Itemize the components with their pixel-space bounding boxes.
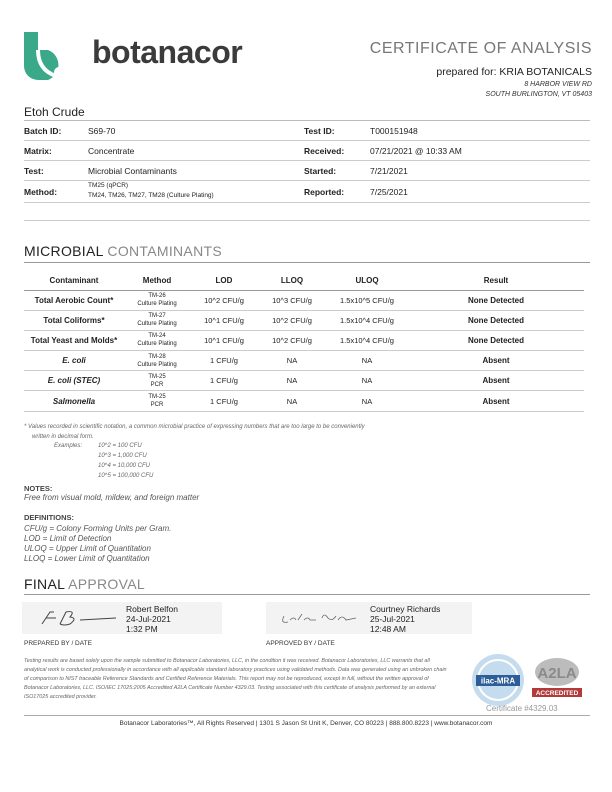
lod-cell: 10^1 CFU/g	[190, 330, 258, 350]
started-label: Started:	[304, 166, 337, 176]
table-row	[24, 351, 584, 371]
approver-name: Courtney Richards	[370, 604, 441, 614]
lod-cell: 1 CFU/g	[190, 391, 258, 411]
document-title: CERTIFICATE OF ANALYSIS	[369, 40, 592, 57]
divider	[24, 594, 590, 595]
preparer-date: 24-Jul-2021	[126, 614, 171, 624]
lloq-cell: 10^2 CFU/g	[258, 310, 326, 330]
certificate-number: Certificate #4329.03	[486, 704, 558, 713]
preparer-signature-image	[36, 606, 126, 630]
section-title-light: APPROVAL	[68, 576, 145, 592]
botanacor-logo-icon	[22, 30, 72, 82]
meta-row	[24, 121, 590, 141]
method-type: Culture Plating	[137, 301, 177, 308]
product-name: Etoh Crude	[24, 105, 85, 119]
sci-note-example: 10^5 = 100,000 CFU	[98, 473, 154, 479]
sci-note-example: 10^4 = 10,000 CFU	[98, 463, 151, 469]
address-line-1: 8 HARBOR VIEW RD	[524, 81, 592, 88]
table-row	[24, 371, 584, 391]
approver-time: 12:48 AM	[370, 624, 406, 634]
sci-note-examples-label: Examples:	[54, 443, 83, 449]
batch-label: Batch ID:	[24, 126, 62, 136]
method-type: Culture Plating	[137, 361, 177, 368]
contaminant-name: E. coli	[24, 351, 124, 371]
a2la-logo	[528, 654, 586, 698]
method-label: Method:	[24, 187, 58, 197]
reported-value: 7/25/2021	[370, 187, 408, 197]
preparer-time: 1:32 PM	[126, 624, 158, 634]
method-cell	[124, 310, 190, 330]
method-cell	[124, 290, 190, 310]
meta-row	[24, 181, 590, 203]
section-title-dark: FINAL	[24, 576, 65, 592]
definitions-label: DEFINITIONS:	[24, 513, 74, 522]
table-row	[24, 391, 584, 411]
approver-signature-box	[266, 602, 472, 634]
brand-name: botanacor	[92, 34, 243, 70]
batch-value: S69-70	[88, 126, 116, 136]
method-code: TM-28	[148, 353, 166, 360]
uloq-cell: NA	[326, 391, 408, 411]
approver-date: 25-Jul-2021	[370, 614, 415, 624]
test-label: Test:	[24, 166, 44, 176]
microbial-results-table	[24, 272, 584, 412]
footer-text: Botanacor Laboratories™, All Rights Reserved | 1301 S Jason St Unit K, Denver, CO 80223 | 888.800.8223 | www.botanacor.com	[119, 720, 493, 727]
method-line-2: TM24, TM26, TM27, TM28 (Culture Plating)	[88, 192, 214, 199]
table-row	[24, 310, 584, 330]
address-line-2: SOUTH BURLINGTON, VT 05403	[485, 91, 592, 98]
sci-note-line-2: written in decimal form.	[32, 434, 94, 440]
table-row	[24, 330, 584, 350]
lloq-cell: 10^3 CFU/g	[258, 290, 326, 310]
ilac-mra-text: ilac-MRA	[480, 676, 516, 686]
result-cell: Absent	[408, 391, 584, 411]
uloq-cell: NA	[326, 351, 408, 371]
lloq-cell: NA	[258, 391, 326, 411]
contaminant-name: Total Yeast and Molds*	[24, 330, 124, 350]
definition-item: LOD = Limit of Detection	[24, 534, 112, 543]
result-cell: Absent	[408, 371, 584, 391]
col-header-uloq: ULOQ	[326, 272, 408, 290]
contaminant-name: Total Coliforms*	[24, 310, 124, 330]
uloq-cell: NA	[326, 371, 408, 391]
a2la-accredited-text: ACCREDITED	[535, 690, 579, 697]
col-header-result: Result	[408, 272, 584, 290]
method-code: TM-25	[148, 394, 166, 401]
method-type: PCR	[150, 381, 164, 388]
method-code: TM-27	[148, 313, 166, 320]
section-title-light: CONTAMINANTS	[107, 243, 222, 259]
ilac-mra-logo	[470, 652, 526, 708]
col-header-lloq: LLOQ	[258, 272, 326, 290]
method-type: Culture Plating	[137, 341, 177, 348]
method-type: PCR	[150, 402, 164, 409]
method-line-1: TM25 (qPCR)	[88, 182, 129, 189]
uloq-cell: 1.5x10^4 CFU/g	[326, 330, 408, 350]
section-title-microbial	[24, 243, 222, 259]
result-cell: None Detected	[408, 290, 584, 310]
lod-cell: 1 CFU/g	[190, 371, 258, 391]
lod-cell: 10^2 CFU/g	[190, 290, 258, 310]
notes-label: NOTES:	[24, 484, 53, 493]
table-row	[24, 290, 584, 310]
notes-text: Free from visual mold, mildew, and foreign matter	[24, 493, 200, 502]
method-cell	[124, 351, 190, 371]
lloq-cell: 10^2 CFU/g	[258, 330, 326, 350]
method-cell	[124, 371, 190, 391]
result-cell: Absent	[408, 351, 584, 371]
contaminant-name: Salmonella	[24, 391, 124, 411]
preparer-name: Robert Belfon	[126, 604, 178, 614]
col-header-lod: LOD	[190, 272, 258, 290]
meta-row	[24, 141, 590, 161]
definition-item: LLOQ = Lower Limit of Quantitation	[24, 554, 150, 563]
section-title-approval	[24, 576, 145, 592]
result-cell: None Detected	[408, 330, 584, 350]
col-header-contaminant: Contaminant	[24, 272, 124, 290]
received-label: Received:	[304, 146, 345, 156]
reported-label: Reported:	[304, 187, 345, 197]
contaminant-name: Total Aerobic Count*	[24, 290, 124, 310]
sci-note-line-1: * Values recorded in scientific notation, a common microbial practice of expressing numbers that are too large to be conveniently	[24, 424, 365, 430]
method-code: TM-26	[148, 293, 166, 300]
started-value: 7/21/2021	[370, 166, 408, 176]
approver-signature-image	[276, 606, 366, 630]
preparer-signature-box	[22, 602, 222, 634]
section-title-dark: MICROBIAL	[24, 243, 104, 259]
method-code: TM-24	[148, 333, 166, 340]
lod-cell: 10^1 CFU/g	[190, 310, 258, 330]
contaminant-name: E. coli (STEC)	[24, 371, 124, 391]
svg-text:A2LA: A2LA	[537, 665, 577, 682]
prepared-for: prepared for: KRIA BOTANICALS	[436, 66, 592, 78]
meta-row-blank	[24, 203, 590, 221]
lloq-cell: NA	[258, 371, 326, 391]
meta-row	[24, 161, 590, 181]
result-cell: None Detected	[408, 310, 584, 330]
test-id-label: Test ID:	[304, 126, 335, 136]
test-id-value: T000151948	[370, 126, 418, 136]
method-type: Culture Plating	[137, 321, 177, 328]
sci-note-example: 10^2 = 100 CFU	[98, 443, 142, 449]
test-value: Microbial Contaminants	[88, 166, 177, 176]
lloq-cell: NA	[258, 351, 326, 371]
definition-item: ULOQ = Upper Limit of Quantitation	[24, 544, 151, 553]
divider	[24, 262, 590, 263]
approved-by-label: APPROVED BY / DATE	[266, 640, 335, 647]
method-cell	[124, 330, 190, 350]
disclaimer-text: Testing results are based solely upon the sample submitted to Botanacor Laboratories, LLC, in the condition it was received. Botanacor Laboratories, LLC warrants that all analytical work is conducted professionally in accordance with all applicable standard laboratory practices using validated methods. Data was generated using an unbroken chain of comparison to NIST traceable Reference Standards and Certified Reference Materials. This report may not be reproduced, except in full, without the written approval of Botanacor Laboratories, LLC. ISO/IEC 17025:2005 Accredited A2LA Certificate Number 4329.03. Testing associated with this certificate of analysis performed by an external ISO17025 accredited provider.	[24, 658, 447, 700]
sci-note-example: 10^3 = 1,000 CFU	[98, 453, 147, 459]
uloq-cell: 1.5x10^5 CFU/g	[326, 290, 408, 310]
definition-item: CFU/g = Colony Forming Units per Gram.	[24, 524, 172, 533]
method-code: TM-25	[148, 373, 166, 380]
matrix-label: Matrix:	[24, 146, 52, 156]
uloq-cell: 1.5x10^4 CFU/g	[326, 310, 408, 330]
col-header-method: Method	[124, 272, 190, 290]
matrix-value: Concentrate	[88, 146, 135, 156]
received-value: 07/21/2021 @ 10:33 AM	[370, 146, 462, 156]
prepared-by-label: PREPARED BY / DATE	[24, 640, 92, 647]
divider	[24, 715, 590, 716]
lod-cell: 1 CFU/g	[190, 351, 258, 371]
method-cell	[124, 391, 190, 411]
